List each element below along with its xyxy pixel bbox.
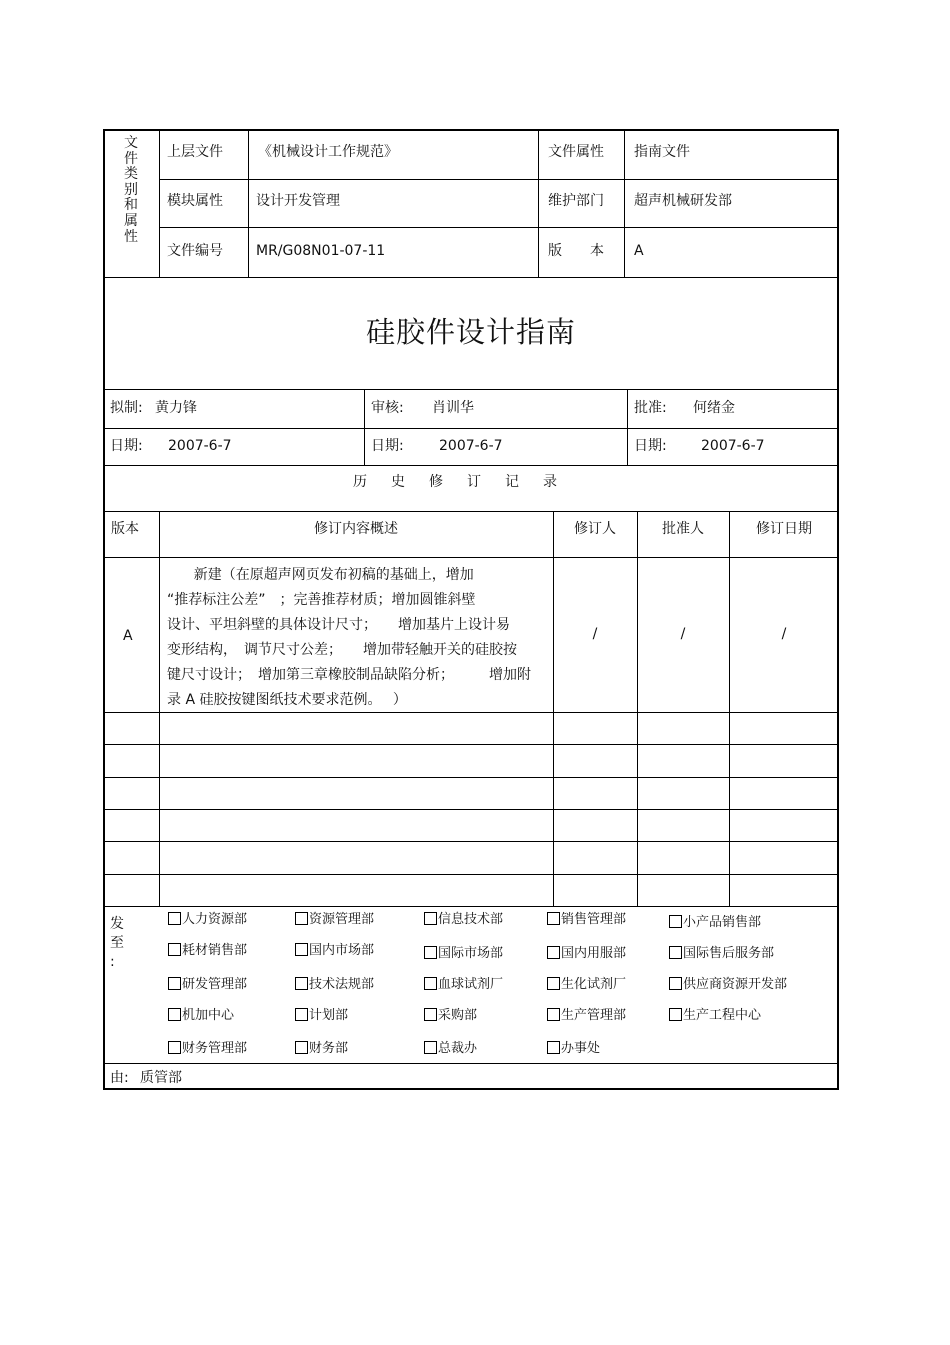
checkbox-supplier-dev[interactable]: 供应商资源开发部 <box>669 977 787 993</box>
date-label: 日期: <box>110 438 143 454</box>
reviewed-name: 肖训华 <box>432 400 474 416</box>
checkbox-machining[interactable]: 机加中心 <box>168 1008 234 1024</box>
document-title: 硅胶件设计指南 <box>365 315 576 349</box>
upper-file-value: 《机械设计工作规范》 <box>258 144 398 160</box>
divider <box>627 389 628 465</box>
checkbox-icon <box>669 977 682 990</box>
checkbox-purchasing[interactable]: 采购部 <box>424 1008 477 1024</box>
entry-reviser: / <box>592 626 598 642</box>
divider <box>729 511 730 906</box>
date-label: 日期: <box>371 438 404 454</box>
approved-date: 2007-6-7 <box>701 438 765 454</box>
divider <box>248 129 249 277</box>
divider <box>553 511 554 906</box>
divider <box>103 1063 839 1064</box>
file-attribute-label: 文件属性 <box>548 144 604 160</box>
checkbox-icon <box>547 977 560 990</box>
checkbox-icon <box>669 946 682 959</box>
col-description: 修订内容概述 <box>314 521 398 537</box>
divider <box>159 129 160 277</box>
checkbox-icon <box>424 912 437 925</box>
divider <box>624 129 625 277</box>
entry-date: / <box>781 626 787 642</box>
drafted-label: 拟制: <box>110 400 143 416</box>
checkbox-production-eng[interactable]: 生产工程中心 <box>669 1008 761 1024</box>
from-label: 由: <box>110 1070 129 1086</box>
drafted-name: 黄力锋 <box>155 400 197 416</box>
reviewed-date: 2007-6-7 <box>439 438 503 454</box>
col-version: 版本 <box>111 521 139 537</box>
version-label: 版 本 <box>548 243 604 259</box>
date-label: 日期: <box>634 438 667 454</box>
col-approver: 批准人 <box>662 521 704 537</box>
checkbox-it[interactable]: 信息技术部 <box>424 912 503 928</box>
checkbox-icon <box>547 1008 560 1021</box>
divider <box>159 511 160 906</box>
col-reviser: 修订人 <box>574 521 616 537</box>
checkbox-branch-office[interactable]: 办事处 <box>547 1041 600 1057</box>
checkbox-domestic-service[interactable]: 国内用服部 <box>547 946 626 962</box>
file-number-label: 文件编号 <box>167 243 223 259</box>
module-attribute-label: 模块属性 <box>167 193 223 209</box>
reviewed-label: 审核: <box>371 400 404 416</box>
divider <box>364 389 365 465</box>
maintenance-dept-label: 维护部门 <box>548 193 604 209</box>
file-attribute-value: 指南文件 <box>634 144 690 160</box>
checkbox-sales-mgmt[interactable]: 销售管理部 <box>547 912 626 928</box>
checkbox-intl-after-sales[interactable]: 国际售后服务部 <box>669 946 774 962</box>
divider <box>103 465 839 466</box>
checkbox-planning[interactable]: 计划部 <box>295 1008 348 1024</box>
checkbox-hematology-plant[interactable]: 血球试剂厂 <box>424 977 503 993</box>
from-value: 质管部 <box>140 1070 182 1086</box>
checkbox-icon <box>547 1041 560 1054</box>
divider <box>538 129 539 277</box>
divider <box>159 179 839 180</box>
upper-file-label: 上层文件 <box>167 144 223 160</box>
divider <box>103 277 839 278</box>
checkbox-icon <box>424 946 437 959</box>
checkbox-resource-mgmt[interactable]: 资源管理部 <box>295 912 374 928</box>
checkbox-small-products[interactable]: 小产品销售部 <box>669 915 761 931</box>
checkbox-icon <box>295 977 308 990</box>
checkbox-icon <box>295 1008 308 1021</box>
checkbox-icon <box>168 912 181 925</box>
version-value: A <box>634 243 644 259</box>
checkbox-domestic-market[interactable]: 国内市场部 <box>295 943 374 959</box>
checkbox-biochem-plant[interactable]: 生化试剂厂 <box>547 977 626 993</box>
checkbox-consumables[interactable]: 耗材销售部 <box>168 943 247 959</box>
checkbox-icon <box>168 1041 181 1054</box>
entry-approver: / <box>680 626 686 642</box>
checkbox-icon <box>424 1008 437 1021</box>
checkbox-icon <box>168 1008 181 1021</box>
checkbox-icon <box>424 1041 437 1054</box>
checkbox-icon <box>295 912 308 925</box>
checkbox-icon <box>669 915 682 928</box>
checkbox-icon <box>424 977 437 990</box>
file-number-value: MR/G08N01-07-11 <box>256 243 386 259</box>
checkbox-intl-market[interactable]: 国际市场部 <box>424 946 503 962</box>
entry-version: A <box>123 628 133 644</box>
checkbox-president-office[interactable]: 总裁办 <box>424 1041 477 1057</box>
checkbox-rd-mgmt[interactable]: 研发管理部 <box>168 977 247 993</box>
checkbox-icon <box>295 1041 308 1054</box>
checkbox-hr[interactable]: 人力资源部 <box>168 912 247 928</box>
divider <box>103 906 839 907</box>
approved-label: 批准: <box>634 400 667 416</box>
checkbox-icon <box>168 977 181 990</box>
divider <box>637 511 638 906</box>
checkbox-icon <box>547 912 560 925</box>
checkbox-icon <box>295 943 308 956</box>
checkbox-icon <box>547 946 560 959</box>
checkbox-icon <box>168 943 181 956</box>
entry-description: 新建（在原超声网页发布初稿的基础上，增加 “推荐标注公差” ；完善推荐材质；增加圆锥斜壁 设计、平坦斜壁的具体设计尺寸； 增加基片上设计易 变形结构， 调节尺寸公差； 增加带轻触开关的硅胶按 键尺寸设计； 增加第三章橡胶制品缺陷分析； 增加附 录 A 硅胶按键图纸技术要求范例。 ） <box>167 567 531 708</box>
checkbox-finance[interactable]: 财务部 <box>295 1041 348 1057</box>
checkbox-finance-mgmt[interactable]: 财务管理部 <box>168 1041 247 1057</box>
col-date: 修订日期 <box>756 521 812 537</box>
divider <box>159 227 839 228</box>
maintenance-dept-value: 超声机械研发部 <box>634 193 732 209</box>
history-heading: 历史修订记录 <box>353 474 581 490</box>
checkbox-production-mgmt[interactable]: 生产管理部 <box>547 1008 626 1024</box>
divider <box>103 389 839 390</box>
checkbox-icon <box>669 1008 682 1021</box>
module-attribute-value: 设计开发管理 <box>256 193 340 209</box>
distribution-label: 发 至 : <box>110 916 124 970</box>
divider <box>103 428 839 429</box>
category-label: 文 件 类 别 和 属 性 <box>124 135 138 245</box>
drafted-date: 2007-6-7 <box>168 438 232 454</box>
checkbox-regulatory[interactable]: 技术法规部 <box>295 977 374 993</box>
approved-name: 何绪金 <box>693 400 735 416</box>
